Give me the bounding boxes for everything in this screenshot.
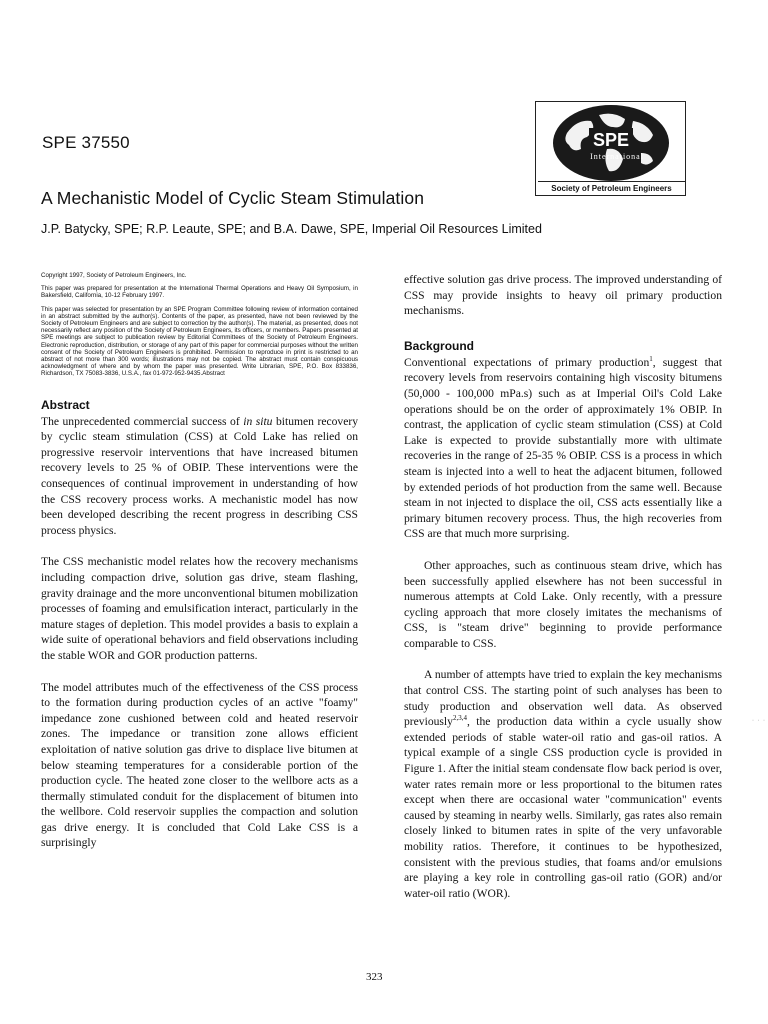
paper-title: A Mechanistic Model of Cyclic Steam Stimulation [41,188,425,208]
globe-icon [537,103,684,183]
copyright-line: Copyright 1997, Society of Petroleum Engineers, Inc. [41,272,187,279]
copyright-notice [41,272,358,378]
logo-society-label: Society of Petroleum Engineers [538,181,685,196]
italic-term: in situ [243,414,273,428]
page-number: 323 [366,971,383,983]
abstract-continuation: effective solution gas drive process. The improved understanding of CSS may provide insights to heavy oil primary production mechanisms. [404,273,722,318]
logo-subtitle-text: International [590,152,644,161]
background-paragraph-2: Other approaches, such as continuous steam drive, which has been successfully applied elsewhere has not been successful in numerous attempts at Cold Lake. Only recently, with a pressure cycling approach that more closely imitates the mechanisms of CSS, is "steam drive" beginning to provide performance comparable to CSS. [404,558,722,650]
presentation-note: This paper was prepared for presentation at the International Thermal Operations and Heavy Oil Symposium, in Bakersfield, California, 10-12 February 1997. [41,285,358,300]
left-column [41,272,358,851]
reference-superscript: 2,3,4 [452,714,467,723]
background-paragraph-3: A number of attempts have tried to explain the key mechanisms that control CSS. The starting point of such analyses has been to study production and observation well data. As observed previously$^{2,3,4}$, the production data within a cycle usually show extended periods of stable water-oil ratio and gas-oil ratios. A typical example of a single CSS production cycle is provided in Figure 1. After the initial steam condensate flow back period is over, water rates remain more or less proportional to the bitumen rates except when there are occasional water "communication" events caused by steaming in nearby wells. Similarly, gas rates also remain closely linked to bitumen rates in spite of the very unfavorable mobility ratios. Therefore, it continues to be hypothesized, consistent with the previous studies, that foams and/or emulsions are playing a key role in controlling gas-oil ratio (GOR) and/or water-oil ratio (WOR). [404,668,722,900]
abstract-heading: Abstract [41,397,90,412]
right-column [404,272,722,901]
abstract-paragraph-1: The unprecedented commercial success of in situ bitumen recovery by cyclic steam stimulation (CSS) at Cold Lake has relied on progressive reservoir interventions that have increased bitumen recovery levels to 25 % of OBIP. These interventions were the consequences of continual improvement in understanding of how the CSS recovery process works. A mechanistic model has now been developed describing the recent progress in describing CSS process physics. [41,414,359,537]
abstract-paragraph-3: The model attributes much of the effectiveness of the CSS process to the formation during production cycles of an active "foamy" impedance zone cushioned between cold and heated reservoir zones. The impedance or transition zone allows efficient exploitation of native solution gas drive to displace live bitumen at below steaming temperatures for a considerable portion of the production cycle. The heated zone closer to the wellbore acts as a thermally stimulated conduit for the displacement of bitumen into the wellbore. Cold reservoir supplies the compaction and solution gas drive energy. It is concluded that Cold Lake CSS is a surprisingly [41,680,358,850]
background-paragraph-1: Conventional expectations of primary production$^1$, suggest that recovery levels from reservoirs containing high viscosity bitumens (50,000 - 100,000 mPa.s) such as at Imperial Oil's Cold Lake operations should be on the order of approximately 1% OBIP. In contrast, the application of cyclic steam stimulation (CSS) at Cold Lake is expected to provide substantially more with ultimate recoveries in the range of 25-35 % OBIP. CSS is a process in which steam is injected into a well to heat the adjacent bitumen, followed by extended periods of hot production from the same well. Because steam in not injected to displace the oil, CSS acts essentially like a primary bitumen recovery process. Thus, the high recoveries from CSS are that much more surprising. [404,354,722,541]
margin-mark: · · · [752,718,766,724]
logo-badge-text: SPE [592,130,630,150]
abstract-paragraph-2: The CSS mechanistic model relates how the recovery mechanisms including compaction drive, solution gas drive, steam flashing, gravity drainage and the more unconventional bitumen mobilization processes of foaming and emulsification interact, particularly in the mature stages of depletion. This model provides a basis to explain a wide suite of operational behaviors and field observations including the stable WOR and GOR production patterns. [41,555,358,662]
author-line: J.P. Batycky, SPE; R.P. Leaute, SPE; and B.A. Dawe, SPE, Imperial Oil Resources Limited [41,222,542,236]
spe-paper-number: SPE 37550 [42,133,130,152]
review-disclaimer: This paper was selected for presentation by an SPE Program Committee following review of information contained in an abstract submitted by the author(s). Contents of the paper, as presented, have not been reviewed by the Society of Petroleum Engineers and are subject to correction by the author(s). The material, as presented, does not necessarily reflect any position of the Society of Petroleum Engineers, its officers, or members. Papers presented at SPE meetings are subject to publication review by Editorial Committees of the Society of Petroleum Engineers. Electronic reproduction, distribution, or storage of any part of this paper for commercial purposes without the written consent of the Society of Petroleum Engineers is prohibited. Permission to reproduce in print is restricted to an abstract of not more than 300 words; illustrations may not be copied. The abstract must contain conspicuous acknowledgment of where and by whom the paper was presented. Write Librarian, SPE, P.O. Box 833836, Richardson, TX 75083-3836, U.S.A., fax 01-972-952-9435.Abstract [41,305,358,378]
reference-superscript: 1 [649,354,653,363]
background-heading: Background [404,338,475,353]
